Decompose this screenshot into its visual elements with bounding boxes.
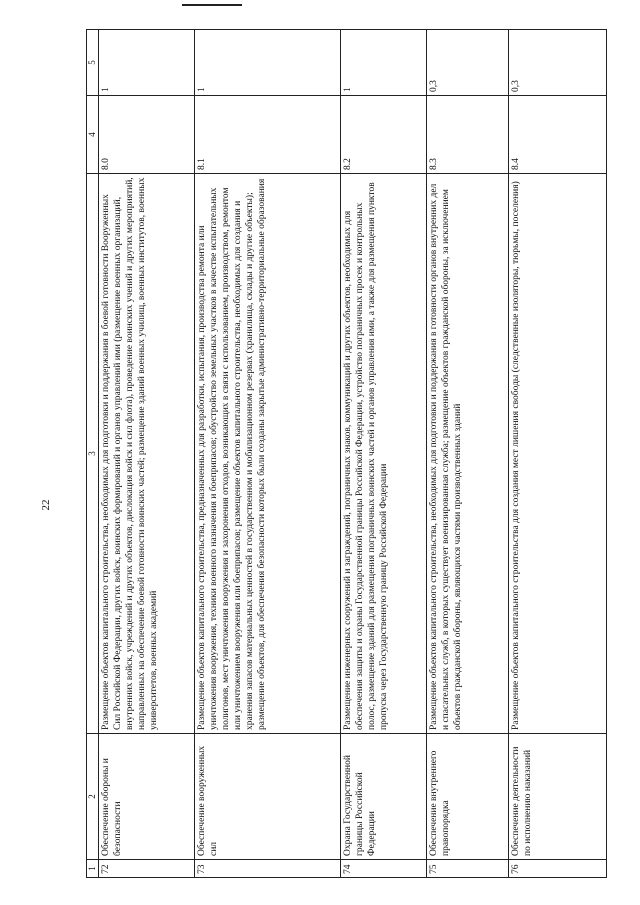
header-cell: 5 (87, 30, 99, 96)
header-cell: 4 (87, 96, 99, 174)
row-value: 1 (341, 30, 427, 96)
row-value: 0,3 (509, 30, 607, 96)
row-number: 76 (509, 860, 607, 878)
header-row (87, 30, 99, 878)
rotated-table-container (86, 30, 606, 878)
row-number: 73 (195, 860, 341, 878)
row-code: 8.3 (427, 96, 509, 174)
header-cell: 1 (87, 860, 99, 878)
row-description: Размещение объектов капитального строительства, предназначенных для разработки, испытания, производства ремонта или уничтожения вооружения, техники военного назначения и боеприпасов; обустройство земельных участков в качестве испытательных полигонов, мест уничтожения вооружения и захоронения отходов, возникающих в связи с использованием, производством, ремонтом или уничтожением вооружения или боеприпасов; размещение объектов капитального строительства, необходимых для создания и хранения запасов материальных ценностей в государственном и мобилизационном резервах (хранилища, склады и другие объекты); размещение объектов, для обеспечения безопасности которых были созданы закрытые административно-территориальные образования (195, 174, 341, 734)
row-name: Обеспечение внутреннего правопорядка (427, 734, 509, 860)
top-rule (182, 4, 242, 6)
table-row (509, 30, 607, 878)
row-code: 8.4 (509, 96, 607, 174)
row-number: 75 (427, 860, 509, 878)
table-row (99, 30, 195, 878)
row-code: 8.1 (195, 96, 341, 174)
row-description: Размещение объектов капитального строительства, необходимых для подготовки и поддержания в боевой готовности Вооруженных Сил Российской Федерации, других войск, воинских формирований и органов управлений ими (размещение военных организаций, внутренних войск, учреждений и других объектов, дислокация войск и сил флота), проведение воинских учений и других мероприятий, направленных на обеспечение боевой готовности воинских частей; размещение зданий военных училищ, военных институтов, военных университетов, военных академий (99, 174, 195, 734)
page-number: 22 (40, 499, 52, 511)
row-code: 8.0 (99, 96, 195, 174)
row-code: 8.2 (341, 96, 427, 174)
row-name: Обеспечение вооруженных сил (195, 734, 341, 860)
table-row (195, 30, 341, 878)
table-row (427, 30, 509, 878)
row-name: Обеспечение обороны и безопасности (99, 734, 195, 860)
row-value: 1 (99, 30, 195, 96)
header-cell: 3 (87, 174, 99, 734)
header-cell: 2 (87, 734, 99, 860)
row-value: 0,3 (427, 30, 509, 96)
row-number: 72 (99, 860, 195, 878)
row-description: Размещение объектов капитального строительства, необходимых для подготовки и поддержания в готовности органов внутренних дел и спасательных служб, в которых существует военизированная служба; размещение объектов гражданской обороны, за исключением объектов гражданской обороны, являющихся частями производственных зданий (427, 174, 509, 734)
row-number: 74 (341, 860, 427, 878)
row-value: 1 (195, 30, 341, 96)
land-use-table (86, 29, 607, 878)
row-description: Размещение объектов капитального строительства для создания мест лишения свободы (следственные изоляторы, тюрьмы, поселения) (509, 174, 607, 734)
row-name: Охрана Государственной границы Российской Федерации (341, 734, 427, 860)
table-row (341, 30, 427, 878)
row-description: Размещение инженерных сооружений и заграждений, пограничных знаков, коммуникаций и других объектов, необходимых для обеспечения защиты и охраны Государственной границы Российской Федерации, устройство пограничных просек и контрольных полос, размещение зданий для размещения пограничных воинских частей и органов управления ими, а также для размещения пунктов пропуска через Государственную границу Российской Федерации (341, 174, 427, 734)
row-name: Обеспечение деятельности по исполнению наказаний (509, 734, 607, 860)
